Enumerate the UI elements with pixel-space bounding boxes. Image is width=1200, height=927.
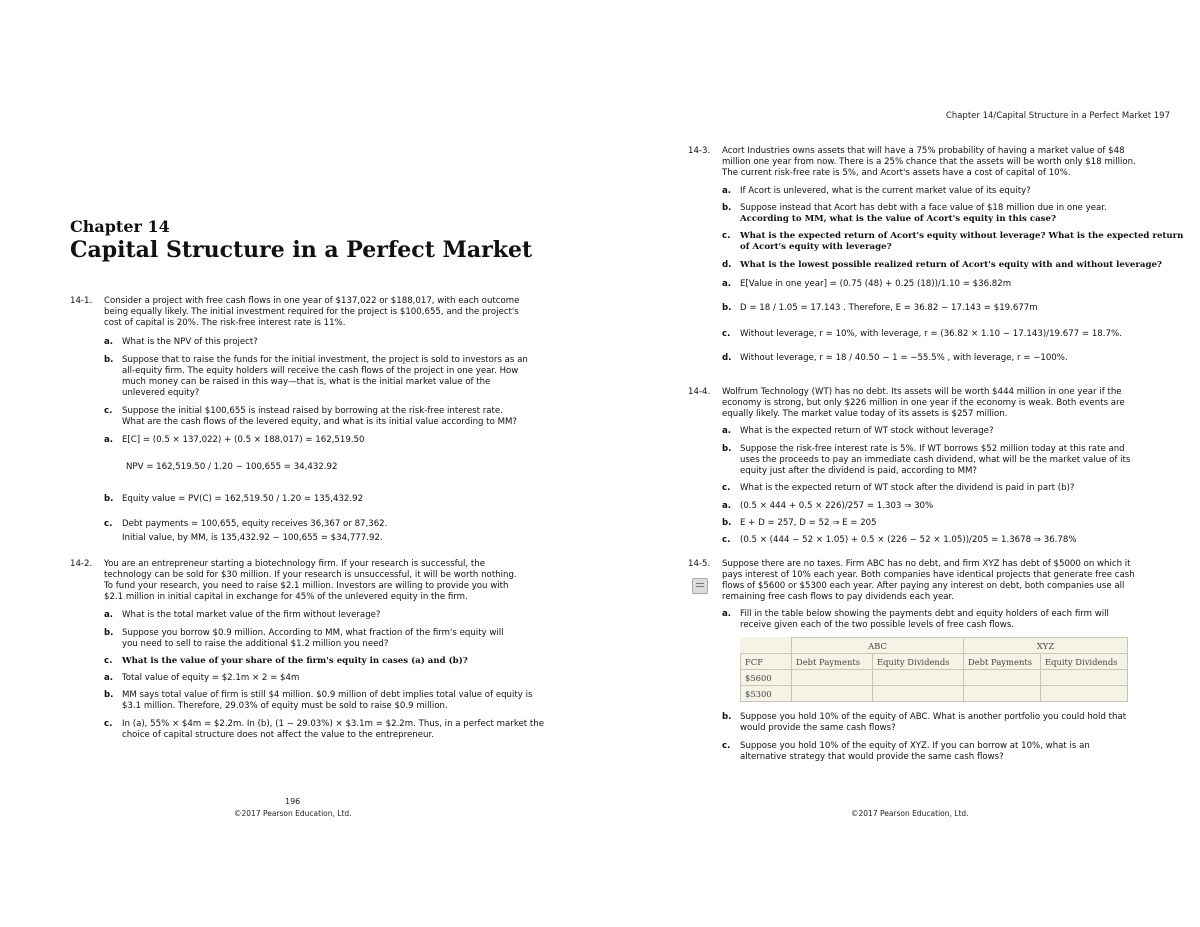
table-cell — [964, 670, 1041, 686]
part-text: Suppose the risk-free interest rate is 5%. If WT borrows $52 million today at this rate and — [740, 444, 1125, 454]
answer-label: c. — [104, 719, 113, 729]
part-text: What is the total market value of the firm without leverage? — [122, 610, 381, 620]
part-text: Suppose you hold 10% of the equity of ABC. What is another portfolio you could hold that — [740, 712, 1127, 722]
group-header-xyz: XYZ — [964, 638, 1128, 654]
part-label: c. — [104, 406, 113, 416]
part-label: c. — [722, 483, 731, 493]
part-text: What is the value of your share of the firm's equity in cases (a) and (b)? — [122, 656, 468, 666]
column-header: FCF — [741, 654, 792, 670]
part-label: c. — [722, 741, 731, 751]
answer-formula: Without leverage, r = 18 / 40.50 − 1 = −55.5% , with leverage, r = −100%. — [740, 353, 1068, 363]
question-text: $2.1 million in initial capital in exchange for 45% of the unlevered equity in the firm. — [104, 592, 468, 602]
answer-text: E[C] = (0.5 × 137,022) + (0.5 × 188,017) = 162,519.50 — [122, 435, 365, 445]
answer-label: c. — [722, 329, 731, 339]
part-label: b. — [104, 628, 114, 638]
part-label: d. — [722, 260, 732, 270]
part-label: a. — [722, 186, 732, 196]
answer-text: Initial value, by MM, is 135,432.92 − 100,655 = $34,777.92. — [122, 533, 383, 543]
table-row — [741, 670, 1128, 686]
part-text: Suppose you borrow $0.9 million. According to MM, what fraction of the firm's equity will — [122, 628, 504, 638]
question-text: Wolfrum Technology (WT) has no debt. Its assets will be worth $444 million in one year if the — [722, 387, 1122, 397]
answer-text: Debt payments = 100,655, equity receives 36,367 or 87,362. — [122, 519, 388, 529]
chapter-title: Capital Structure in a Perfect Market — [70, 237, 533, 263]
question-text: You are an entrepreneur starting a biotechnology firm. If your research is successful, the — [104, 559, 485, 569]
column-header: Debt Payments — [964, 654, 1041, 670]
running-head: Chapter 14/Capital Structure in a Perfect Market 197 — [945, 111, 1170, 121]
table-corner — [741, 638, 792, 654]
answer-text: E + D = 257, D = 52 ⇒ E = 205 — [740, 518, 877, 528]
answer-label: b. — [104, 690, 114, 700]
column-header: Debt Payments — [792, 654, 873, 670]
question-text: technology can be sold for $30 million. If your research is unsuccessful, it will be worth nothing. — [104, 570, 517, 580]
question-text: million one year from now. There is a 25% chance that the assets will be worth only $18 million. — [722, 157, 1136, 167]
answer-label: b. — [722, 303, 732, 313]
part-text: Suppose you hold 10% of the equity of XYZ. If you can borrow at 10%, what is an — [740, 741, 1090, 751]
table-cell — [792, 670, 873, 686]
question-text: The current risk-free rate is 5%, and Acort's assets have a cost of capital of 10%. — [722, 168, 1071, 178]
right-page — [600, 0, 1200, 927]
question-number: 14-1. — [70, 296, 93, 306]
table-cell — [964, 686, 1041, 702]
question-number: 14-5. — [688, 559, 711, 569]
question-text: Suppose there are no taxes. Firm ABC has no debt, and firm XYZ has debt of $5000 on which it — [722, 559, 1131, 569]
question-text: To fund your research, you need to raise $2.1 million. Investors are willing to provide you with — [104, 581, 509, 591]
part-label: a. — [104, 610, 114, 620]
cash-flow-table — [740, 637, 1128, 702]
part-text: If Acort is unlevered, what is the current market value of its equity? — [740, 186, 1031, 196]
question-text: pays interest of 10% each year. Both companies have identical projects that generate free cash — [722, 570, 1135, 580]
answer-label: a. — [104, 673, 114, 683]
part-text: much money can be raised in this way—that is, what is the initial market value of the — [122, 377, 491, 387]
question-text: economy is strong, but only $226 million in one year if the economy is weak. Both events are — [722, 398, 1125, 408]
answer-text: In (a), 55% × $4m = $2.2m. In (b), (1 − 29.03%) × $3.1m = $2.2m. Thus, in a perfect market the — [122, 719, 544, 729]
copyright-footer: ©2017 Pearson Education, Ltd. — [234, 809, 352, 818]
answer-label: a. — [722, 279, 732, 289]
answer-formula: Equity value = PV(C) = 162,519.50 / 1.20 = 135,432.92 — [122, 494, 364, 504]
part-label: c. — [104, 656, 113, 666]
question-text: remaining free cash flows to pay dividends each year. — [722, 592, 954, 602]
answer-text: E[Value in one year] = (0.75 (48) + 0.25 (18))/1.10 = $36.82m — [740, 279, 1012, 289]
part-label: c. — [722, 231, 731, 241]
part-text: uses the proceeds to pay an immediate cash dividend, what will be the market value of its — [740, 455, 1131, 465]
question-text: flows of $5600 or $5300 each year. After paying any interest on debt, both companies use all — [722, 581, 1125, 591]
answer-text: choice of capital structure does not affect the value to the entrepreneur. — [122, 730, 434, 740]
question-number: 14-3. — [688, 146, 711, 156]
note-icon[interactable] — [692, 578, 708, 594]
answer-text: MM says total value of firm is still $4 million. $0.9 million of debt implies total value of equity is — [122, 690, 533, 700]
part-label: a. — [722, 609, 732, 619]
answer-text: Without leverage, r = 10%, with leverage, r = (36.82 × 1.10 − 17.143)/19.677 = 18.7%. — [740, 329, 1122, 339]
part-text: Suppose that to raise the funds for the initial investment, the project is sold to investors as an — [122, 355, 528, 365]
table-cell — [1041, 670, 1128, 686]
part-text: What is the NPV of this project? — [122, 337, 258, 347]
table-cell — [873, 670, 964, 686]
part-label: a. — [104, 337, 114, 347]
part-text: According to MM, what is the value of Acort's equity in this case? — [740, 214, 1057, 224]
answer-label: c. — [722, 535, 731, 545]
answer-label: b. — [104, 494, 114, 504]
question-text: Acort Industries owns assets that will have a 75% probability of having a market value of $48 — [722, 146, 1125, 156]
part-text: What is the expected return of Acort's equity without leverage? What is the expected return — [740, 231, 1184, 241]
table-cell — [792, 686, 873, 702]
question-text: equally likely. The market value today of its assets is $257 million. — [722, 409, 1008, 419]
question-number: 14-4. — [688, 387, 711, 397]
answer-formula: NPV = 162,519.50 / 1.20 − 100,655 = 34,432.92 — [126, 462, 338, 472]
chapter-label: Chapter 14 — [70, 217, 170, 236]
column-header: Equity Dividends — [1041, 654, 1128, 670]
part-label: b. — [722, 444, 732, 454]
part-text: would provide the same cash flows? — [740, 723, 896, 733]
answer-label: a. — [722, 501, 732, 511]
part-label: b. — [722, 203, 732, 213]
part-text: alternative strategy that would provide the same cash flows? — [740, 752, 1004, 762]
answer-label: c. — [104, 519, 113, 529]
answer-text: $3.1 million. Therefore, 29.03% of equity must be sold to raise $0.9 million. — [122, 701, 448, 711]
part-label: b. — [104, 355, 114, 365]
answer-text: Total value of equity = $2.1m × 2 = $4m — [122, 673, 300, 683]
column-header: Equity Dividends — [873, 654, 964, 670]
answer-text: (0.5 × (444 − 52 × 1.05) + 0.5 × (226 − 52 × 1.05))/205 = 1.3678 ⇒ 36.78% — [740, 535, 1077, 545]
part-text: unlevered equity? — [122, 388, 200, 398]
part-text: of Acort's equity with leverage? — [740, 242, 892, 252]
part-text: Suppose instead that Acort has debt with a face value of $18 million due in one year. — [740, 203, 1107, 213]
answer-text: (0.5 × 444 + 0.5 × 226)/257 = 1.303 ⇒ 30% — [740, 501, 934, 511]
part-text: What is the lowest possible realized return of Acort's equity with and without leverage? — [740, 260, 1162, 270]
part-label: a. — [722, 426, 732, 436]
part-text: Suppose the initial $100,655 is instead raised by borrowing at the risk-free interest rate. — [122, 406, 503, 416]
part-text: receive given each of the two possible levels of free cash flows. — [740, 620, 1015, 630]
part-text: equity just after the dividend is paid, according to MM? — [740, 466, 977, 476]
part-text: you need to sell to raise the additional $1.2 million you need? — [122, 639, 389, 649]
answer-label: a. — [104, 435, 114, 445]
page-number: 196 — [285, 797, 301, 806]
question-text: being equally likely. The initial investment required for the project is $100,655, and the project's — [104, 307, 519, 317]
question-number: 14-2. — [70, 559, 93, 569]
table-cell — [873, 686, 964, 702]
part-text: Fill in the table below showing the payments debt and equity holders of each firm will — [740, 609, 1109, 619]
question-text: Consider a project with free cash flows in one year of $137,022 or $188,017, with each outcome — [104, 296, 520, 306]
answer-label: b. — [722, 518, 732, 528]
question-text: cost of capital is 20%. The risk-free interest rate is 11%. — [104, 318, 346, 328]
table-cell: $5300 — [741, 686, 792, 702]
table-cell: $5600 — [741, 670, 792, 686]
part-text: What is the expected return of WT stock after the dividend is paid in part (b)? — [740, 483, 1075, 493]
part-text: all-equity firm. The equity holders will receive the cash flows of the project in one year. How — [122, 366, 519, 376]
part-label: b. — [722, 712, 732, 722]
part-text: What is the expected return of WT stock without leverage? — [740, 426, 994, 436]
group-header-abc: ABC — [792, 638, 964, 654]
table-row — [741, 686, 1128, 702]
part-text: What are the cash flows of the levered equity, and what is its initial value according to MM? — [122, 417, 517, 427]
table-cell — [1041, 686, 1128, 702]
answer-formula: D = 18 / 1.05 = 17.143 . Therefore, E = 36.82 − 17.143 = $19.677m — [740, 303, 1038, 313]
answer-label: d. — [722, 353, 732, 363]
copyright-footer: ©2017 Pearson Education, Ltd. — [851, 809, 969, 818]
